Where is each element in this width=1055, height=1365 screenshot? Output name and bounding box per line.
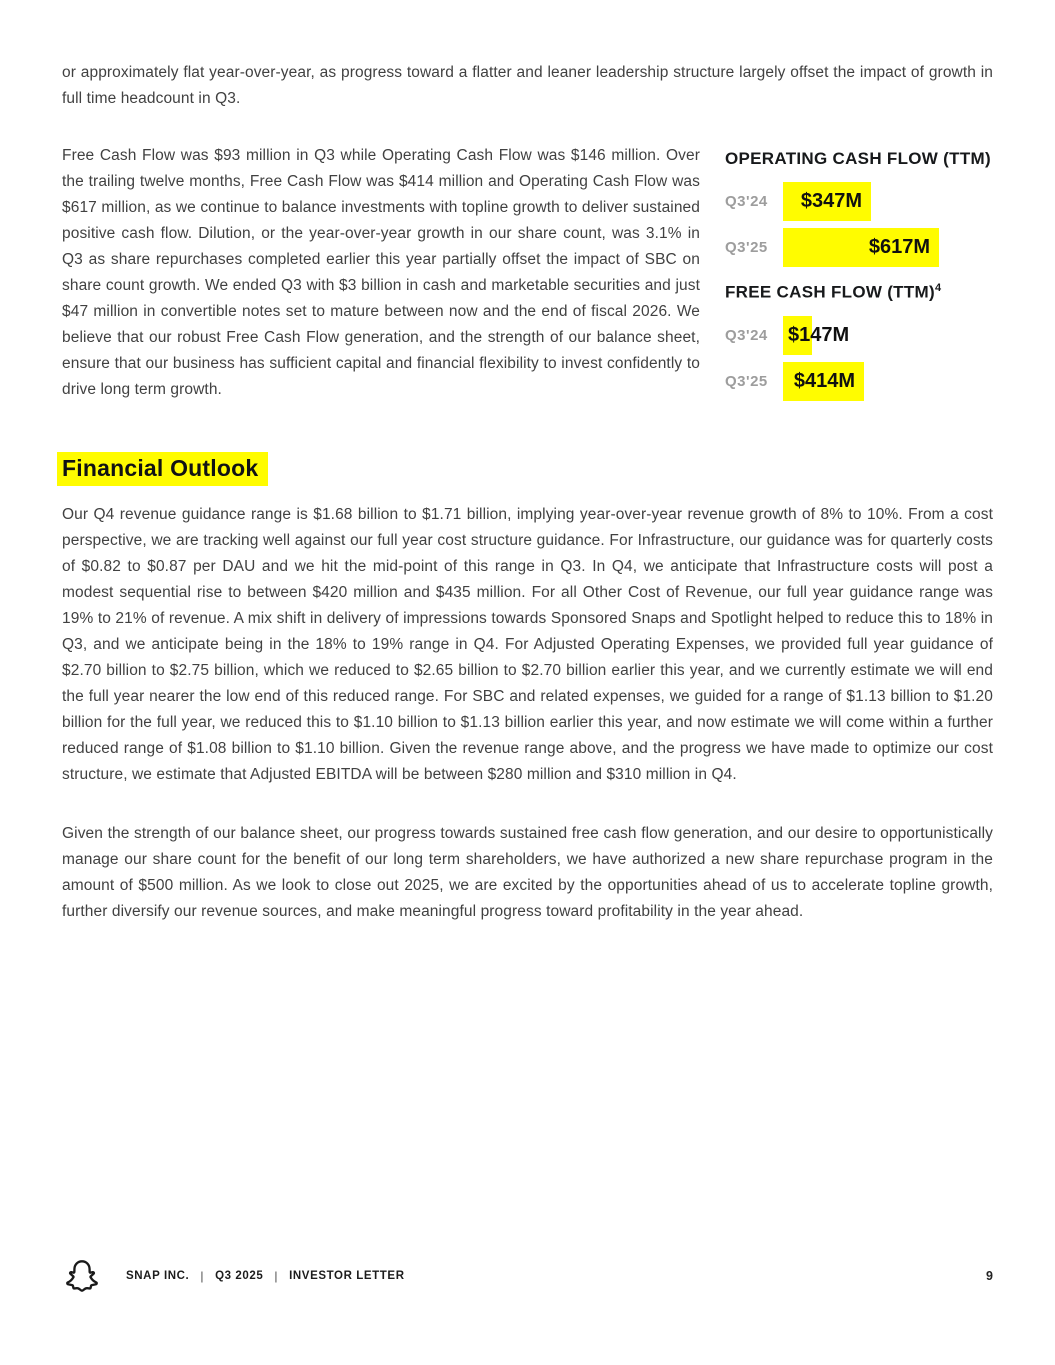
chart-category-label: Q3'25 <box>725 239 768 256</box>
operating-cash-flow-chart <box>725 149 993 267</box>
free-cash-flow-bars <box>725 316 993 401</box>
chart-bar <box>783 182 871 221</box>
snapchat-ghost-icon <box>62 1256 102 1296</box>
footer-separator: | <box>200 1269 205 1283</box>
chart-category-label: Q3'24 <box>725 326 768 344</box>
chart-row <box>725 362 993 401</box>
operating-cash-flow-chart-title: OPERATING CASH FLOW (TTM) <box>725 149 991 168</box>
chart-category-label: Q3'25 <box>725 372 768 390</box>
cash-flow-section <box>62 143 993 408</box>
chart-bar <box>783 316 850 355</box>
page-footer <box>62 1256 993 1296</box>
financial-outlook-heading-highlight: Financial Outlook <box>57 452 268 486</box>
footer-period: Q3 2025 <box>215 1270 264 1282</box>
chart-bar <box>783 228 939 267</box>
chart-bar-value: $147M <box>788 323 850 346</box>
footer-separator: | <box>274 1269 279 1283</box>
free-cash-flow-chart <box>725 282 993 401</box>
cash-flow-charts <box>725 143 993 408</box>
chart-bar-value: $414M <box>793 369 855 392</box>
chart-bar-value: $617M <box>868 236 930 258</box>
footer-text <box>126 1269 405 1283</box>
intro-paragraph: or approximately flat year-over-year, as progress toward a flatter and leaner leadership structure largely offset the impact of growth in full time headcount in Q3. <box>62 64 993 107</box>
chart-row <box>725 228 993 267</box>
operating-cash-flow-bars <box>725 182 993 267</box>
chart-row <box>725 182 993 221</box>
footer-document-title: INVESTOR LETTER <box>289 1270 405 1282</box>
chart-bar <box>783 362 864 401</box>
chart-row <box>725 316 993 355</box>
footer-company: SNAP INC. <box>126 1270 190 1282</box>
free-cash-flow-chart-title: FREE CASH FLOW (TTM)$^4$ <box>725 282 942 302</box>
chart-bar-value: $347M <box>800 190 862 212</box>
financial-outlook-section-heading <box>62 452 993 486</box>
chart-category-label: Q3'24 <box>725 193 768 210</box>
financial-outlook-paragraph-2: Given the strength of our balance sheet, our progress towards sustained free cash flow generation, and our desire to opportunistically manage our share count for the benefit of our long term shareholders, we have authorized a new share repurchase program in the amount of $500 million. As we look to close out 2025, we are excited by the opportunities ahead of us to accelerate topline growth, further diversify our revenue sources, and make meaningful progress toward profitability in the year ahead. <box>62 824 993 920</box>
financial-outlook-paragraph-1: Our Q4 revenue guidance range is $1.68 billion to $1.71 billion, implying year-over-year revenue growth of 8% to 10%. From a cost perspective, we are tracking well against our full year cost structure guidance. For Infrastructure, our guidance was for quarterly costs of $0.82 to $0.87 per DAU and we hit the mid-point of this range in Q3. In Q4, we anticipate that Infrastructure costs will post a modest sequential rise to between $420 million and $435 million. For all Other Cost of Revenue, our full year guidance range was 19% to 21% of revenue. A mix shift in delivery of impressions towards Sponsored Snaps and Spotlight helped to reduce this to 18% in Q3, and we anticipate being in the 18% to 19% range in Q4. For Adjusted Operating Expenses, we provided full year guidance of $2.70 billion to $2.75 billion, which we reduced to $2.65 billion to $2.70 billion earlier this year, and we currently estimate we will end the full year nearer the low end of this reduced range. For SBC and related expenses, we guided for a range of $1.13 billion to $1.20 billion for the full year, we reduced this to $1.10 billion to $1.13 billion earlier this year, and now estimate we will come within a further reduced range of $1.08 billion to $1.10 billion. Given the revenue range above, and the progress we have made to optimize our cost structure, we estimate that Adjusted EBITDA will be between $280 million and $310 million in Q4. <box>62 505 993 783</box>
footnote-marker: 4 <box>934 282 942 294</box>
page-number: 9 <box>986 1269 993 1283</box>
cash-flow-paragraph: Free Cash Flow was $93 million in Q3 while Operating Cash Flow was $146 million. Over the trailing twelve months, Free Cash Flow was $414 million and Operating Cash Flow was $617 million, as we continue to balance investments with topline growth to deliver sustained positive cash flow. Dilution, or the year-over-year growth in our share count, was 3.1% in Q3 as share repurchases completed earlier this year partially offset the impact of SBC on share count growth. We ended Q3 with $3 billion in cash and marketable securities and just $47 million in convertible notes set to mature between now and the end of fiscal 2026. We believe that our robust Free Cash Flow generation, and the strength of our balance sheet, ensure that our business has sufficient capital and financial flexibility to invest confidently to drive long term growth. <box>62 147 700 398</box>
